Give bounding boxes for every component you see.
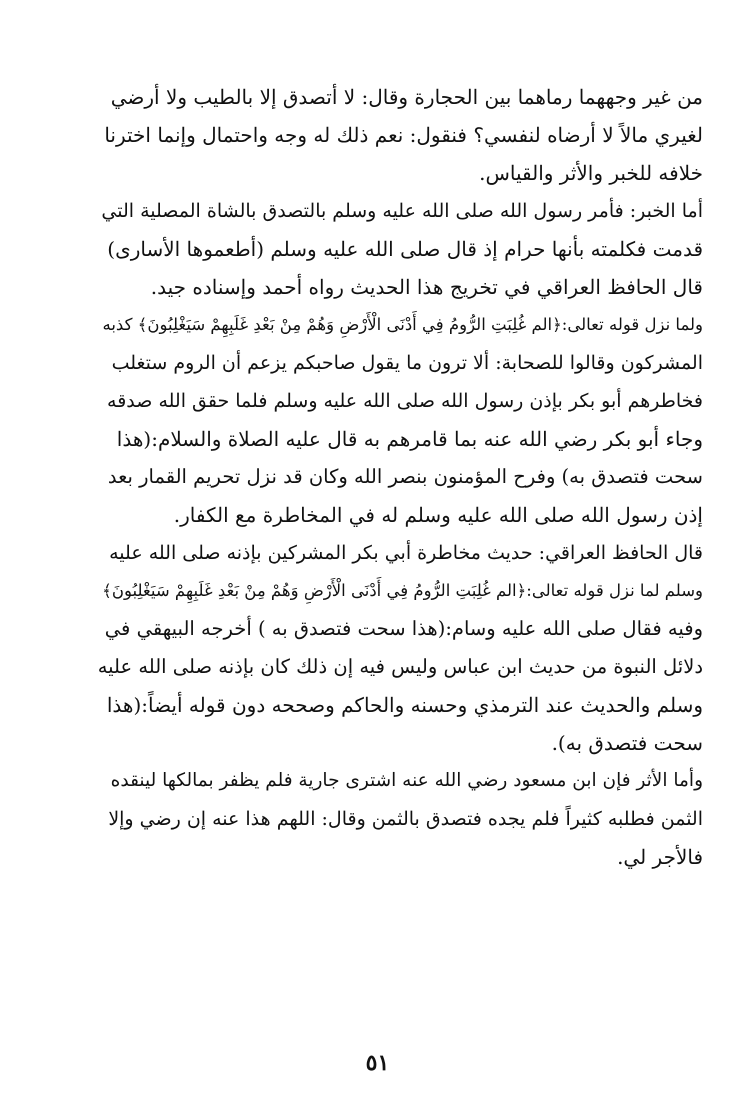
text-line: المشركون وقالوا للصحابة: ألا ترون ما يقول صاحبكم يزعم أن الروم ستغلب <box>111 352 703 374</box>
text-line: وجاء أبو بكر رضي الله عنه بما قامرهم به قال عليه الصلاة والسلام:(هذا <box>116 427 703 451</box>
body-text <box>98 78 703 876</box>
text-line: وسلم والحديث عند الترمذي وحسنه والحاكم وصححه دون قوله أيضاً:(هذا <box>106 693 703 717</box>
text-line: قدمت فكلمته بأنها حرام إذ قال صلى الله عليه وسلم (أطعموها الأسارى) <box>107 237 703 261</box>
text-line: خلافه للخبر والأثر والقياس. <box>479 161 703 185</box>
text-line: وفيه فقال صلى الله عليه وسام:(هذا سحت فتصدق به ) أخرجه البيهقي في <box>104 617 703 640</box>
text-line: الثمن فطلبه كثيراً فلم يجده فتصدق بالثمن وقال: اللهم هذا عنه إن رضي وإلا <box>108 808 703 830</box>
text-line: وسلم لما نزل قوله تعالى:﴿الم غُلِبَتِ الرُّومُ فِي أَدْنَى الْأَرْضِ وَهُمْ مِنْ بَعْدِ غَلَبِهِمْ سَيَغْلِبُونَ﴾ <box>102 581 703 600</box>
text-line: لغيري مالاً لا أرضاه لنفسي؟ فنقول: نعم ذلك له وجه واحتمال وإنما اخترنا <box>104 123 703 147</box>
text-line: إذن رسول الله صلى الله عليه وسلم له في المخاطرة مع الكفار. <box>173 503 703 527</box>
page-number: ٥١ <box>365 1050 390 1076</box>
text-line: فالأجر لي. <box>617 845 703 869</box>
text-line: قال الحافظ العراقي: حديث مخاطرة أبي بكر المشركين بإذنه صلى الله عليه <box>109 542 703 564</box>
text-line: ولما نزل قوله تعالى:﴿الم غُلِبَتِ الرُّومُ فِي أَدْنَى الْأَرْضِ وَهُمْ مِنْ بَعْدِ غَلَبِهِمْ سَيَغْلِبُونَ﴾ كذبه <box>102 315 703 334</box>
text-line: قال الحافظ العراقي في تخريج هذا الحديث رواه أحمد وإسناده جيد. <box>150 275 703 299</box>
text-line: فخاطرهم أبو بكر بإذن رسول الله صلى الله عليه وسلم فلما حقق الله صدقه <box>107 390 703 412</box>
text-line: سحت فتصدق به) وفرح المؤمنون بنصر الله وكان قد نزل تحريم القمار بعد <box>107 465 703 488</box>
text-line: دلائل النبوة من حديث ابن عباس وليس فيه إن ذلك كان بإذنه صلى الله عليه <box>98 655 703 678</box>
text-line: وأما الأثر فإن ابن مسعود رضي الله عنه اشترى جارية فلم يظفر بمالكها لينقده <box>110 770 703 791</box>
text-line: من غير وجههما رماهما بين الحجارة وقال: لا أتصدق إلا بالطيب ولا أرضي <box>110 85 703 109</box>
text-line: سحت فتصدق به). <box>551 731 703 755</box>
text-line: أما الخبر: فأمر رسول الله صلى الله عليه وسلم بالتصدق بالشاة المصلية التي <box>101 200 703 222</box>
